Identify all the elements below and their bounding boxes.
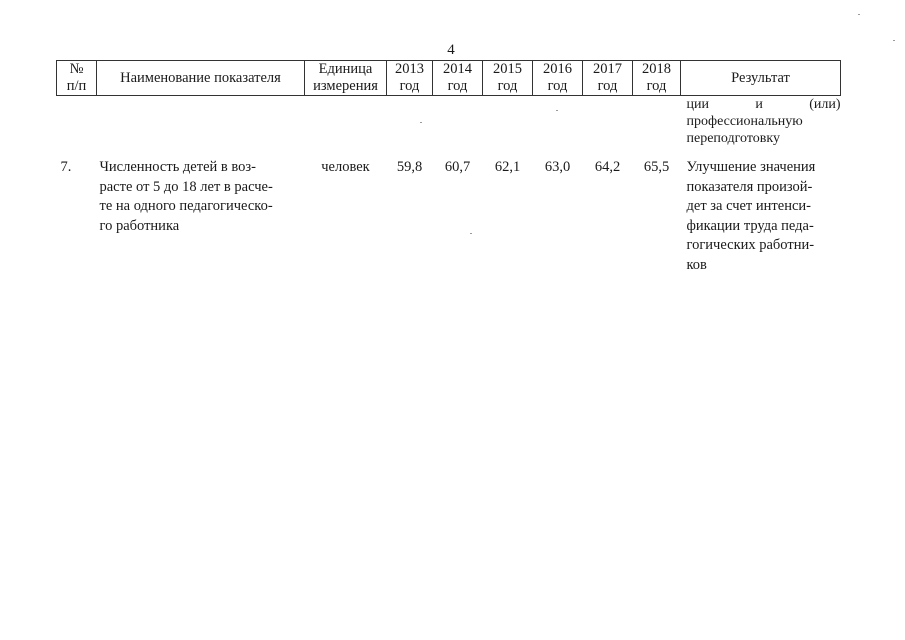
indicator-result: Улучшение значения показателя произой- дет за счет интенси- фикации труда педа- гогических работни- ков	[686, 159, 816, 273]
value-2014: 60,7	[444, 159, 471, 175]
table-row	[57, 152, 841, 275]
table-header-row	[57, 61, 841, 96]
continuation-row	[57, 96, 841, 153]
value-2018: 65,5	[643, 159, 670, 175]
scan-speck	[893, 40, 895, 41]
header-result: Результат	[681, 61, 841, 96]
indicators-table	[56, 60, 841, 275]
value-2015: 62,1	[494, 159, 521, 175]
value-2013: 59,8	[396, 159, 423, 175]
row-number: 7.	[60, 159, 72, 175]
continuation-result-text: ции и (или) профессиональную переподготовку	[686, 97, 841, 146]
scan-speck	[858, 14, 860, 15]
scan-speck	[470, 233, 472, 234]
header-num: № п/п	[57, 61, 97, 96]
header-year-2017: 2017 год	[583, 61, 633, 96]
value-2016: 63,0	[544, 159, 571, 175]
scan-speck	[420, 122, 422, 123]
page-number: 4	[447, 42, 455, 58]
header-year-2014: 2014 год	[433, 61, 483, 96]
header-year-2018: 2018 год	[633, 61, 681, 96]
header-year-2016: 2016 год	[533, 61, 583, 96]
header-unit: Единица измерения	[305, 61, 387, 96]
value-2017: 64,2	[594, 159, 621, 175]
header-name: Наименование показателя	[97, 61, 305, 96]
header-year-2013: 2013 год	[387, 61, 433, 96]
indicator-unit: человек	[321, 159, 370, 175]
header-year-2015: 2015 год	[483, 61, 533, 96]
indicator-name: Численность детей в воз- расте от 5 до 18 лет в расче- те на одного педагогическо- го работника	[99, 159, 273, 234]
scan-speck	[556, 110, 558, 111]
